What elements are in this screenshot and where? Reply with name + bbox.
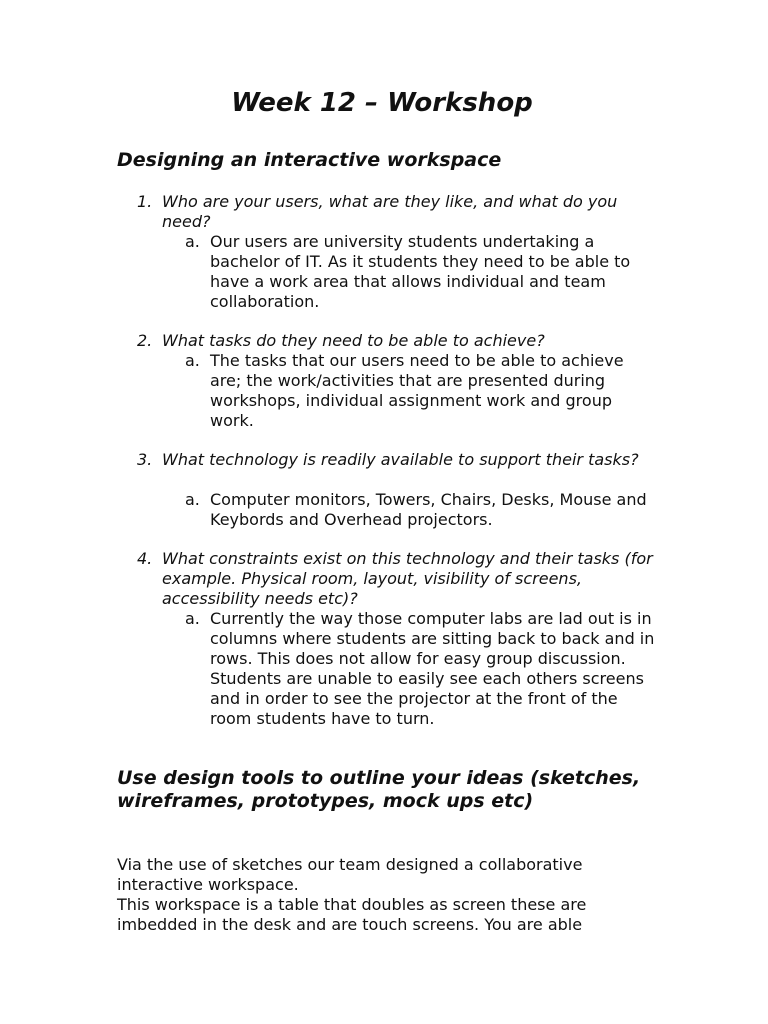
question-number: 4.	[137, 549, 153, 568]
answer-letter: a.	[185, 232, 200, 251]
question-text: What technology is readily available to support their tasks?	[162, 450, 639, 469]
answer-letter: a.	[185, 490, 200, 509]
section-heading-design-tools: Use design tools to outline your ideas (sketches, wireframes, prototypes, mock ups etc)	[117, 767, 641, 812]
answer-letter: a.	[185, 351, 200, 370]
question-1	[137, 192, 657, 232]
answer-letter: a.	[185, 609, 200, 628]
question-number: 2.	[137, 331, 153, 350]
body-paragraph-2: This workspace is a table that doubles as screen these are imbedded in the desk and are touch screens. You are able	[117, 895, 587, 934]
page-title: Week 12 – Workshop	[231, 88, 533, 118]
body-paragraph-1: Via the use of sketches our team designed a collaborative interactive workspace.	[117, 855, 583, 894]
answer-2a	[185, 351, 655, 431]
answer-text: Computer monitors, Towers, Chairs, Desks, Mouse and Keybords and Overhead projectors.	[210, 490, 647, 529]
section-heading-designing: Designing an interactive workspace	[117, 149, 502, 171]
answer-text: Our users are university students undertaking a bachelor of IT. As it students they need to be able to have a work area that allows individual and team collaboration.	[210, 232, 631, 311]
question-text: What tasks do they need to be able to achieve?	[162, 331, 545, 350]
question-3	[137, 450, 657, 470]
answer-text: The tasks that our users need to be able to achieve are; the work/activities that are presented during workshops, individual assignment work and group work.	[210, 351, 624, 430]
question-number: 3.	[137, 450, 153, 469]
answer-text: Currently the way those computer labs are lad out is in columns where students are sitting back to back and in rows. This does not allow for easy group discussion. Students are unable to easily see each others screens and in order to see the projector at the front of the room students have to turn.	[210, 609, 655, 728]
answer-3a	[185, 490, 655, 530]
question-text: What constraints exist on this technology and their tasks (for example. Physical room, layout, visibility of screens, accessibility needs etc)?	[162, 549, 653, 608]
question-2	[137, 331, 657, 351]
answer-4a	[185, 609, 655, 729]
question-4	[137, 549, 657, 609]
answer-1a	[185, 232, 655, 312]
question-text: Who are your users, what are they like, and what do you need?	[162, 192, 618, 231]
question-number: 1.	[137, 192, 153, 211]
